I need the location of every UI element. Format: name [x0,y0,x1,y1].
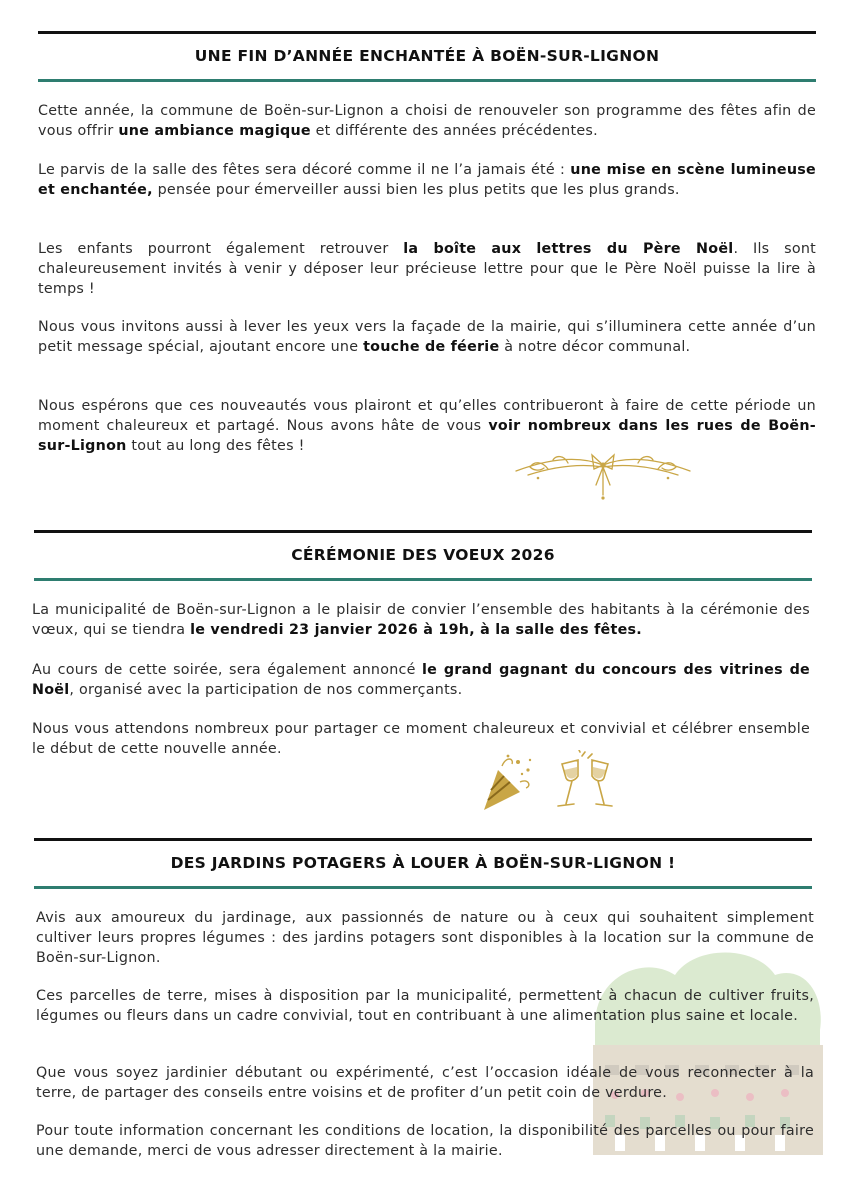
paragraph-text: pensée pour émerveiller aussi bien les plus petits que les plus grands. [152,182,680,198]
s3-paragraph [36,908,814,968]
s3-paragraph [36,1121,814,1161]
paragraph-text: Pour toute information concernant les conditions de location, la disponibilité des parcelles ou pour faire une demande, merci de vous adresser directement à la mairie. [36,1123,814,1159]
paragraph-text: Nous vous invitons aussi à lever les yeux vers la façade de la mairie, qui s’illuminera cette année d’un petit message spécial, ajoutant encore une [38,319,816,355]
section-1-title: UNE FIN D’ANNÉE ENCHANTÉE À BOËN-SUR-LIGNON [194,47,660,65]
champagne-glasses-icon [552,750,618,812]
paragraph-text: Les enfants pourront également retrouver [38,241,404,257]
s1-paragraph [38,317,816,357]
section-3-title: DES JARDINS POTAGERS À LOUER À BOËN-SUR-LIGNON ! [170,854,676,872]
paragraph-text: à notre décor communal. [499,339,691,355]
s1-paragraph [38,101,816,141]
s1-paragraph [38,396,816,456]
bold-text: le grand gagnant du concours des vitrines de Noël [32,662,810,698]
section-1-top-rule [38,31,816,34]
paragraph-text: , organisé avec la participation de nos commerçants. [69,682,463,698]
section-1-bottom-rule [38,79,816,82]
paragraph-text: Cette année, la commune de Boën-sur-Lignon a choisi de renouveler son programme des fêtes afin de vous offrir [38,103,816,139]
s1-paragraph [38,160,816,200]
paragraph-text: Nous vous attendons nombreux pour partager ce moment chaleureux et convivial et célébrer ensemble le début de cette nouvelle année. [32,721,810,757]
bold-text: une mise en scène lumineuse et enchantée, [38,162,816,198]
party-popper-icon [478,752,538,814]
s1-paragraph [38,239,816,299]
paragraph-text: La municipalité de Boën-sur-Lignon a le plaisir de convier l’ensemble des habitants à la cérémonie des vœux, qui se tiendra [32,602,810,638]
section-2-top-rule [34,530,812,533]
s2-paragraph [32,600,810,640]
section-3-top-rule [34,838,812,841]
bold-text: touche de féerie [363,339,500,355]
paragraph-text: Avis aux amoureux du jardinage, aux passionnés de nature ou à ceux qui souhaitent simplement cultiver leurs propres légumes : des jardins potagers sont disponibles à la location sur la commune de Boën-sur-Lignon. [36,910,814,966]
paragraph-text: Ces parcelles de terre, mises à disposition par la municipalité, permettent à chacun de cultiver fruits, légumes ou fleurs dans un cadre convivial, tout en contribuant à une alimentation plus saine et locale. [36,988,814,1024]
paragraph-text: Le parvis de la salle des fêtes sera décoré comme il ne l’a jamais été : [38,162,571,178]
section-3-bottom-rule [34,886,812,889]
s2-paragraph [32,719,810,759]
section-2-title: CÉRÉMONIE DES VOEUX 2026 [291,546,555,564]
paragraph-text: . Ils sont chaleureusement invités à venir y déposer leur précieuse lettre pour que le Père Noël puisse la lire à temps ! [38,241,816,297]
bold-text: voir nombreux dans les rues de Boën-sur-Lignon [38,418,816,454]
bow-ornament-icon [508,445,698,501]
bold-text: une ambiance magique [118,123,311,139]
s3-paragraph [36,1063,814,1103]
paragraph-text: et différente des années précédentes. [310,123,598,139]
paragraph-text: Que vous soyez jardinier débutant ou expérimenté, c’est l’occasion idéale de vous reconnecter à la terre, de partager des conseils entre voisins et de profiter d’un petit coin de verdure. [36,1065,814,1101]
paragraph-text: Nous espérons que ces nouveautés vous plairont et qu’elles contribueront à faire de cette période un moment chaleureux et partagé. Nous avons hâte de vous [38,398,816,434]
paragraph-text: Au cours de cette soirée, sera également annoncé [32,662,422,678]
section-2-bottom-rule [34,578,812,581]
s3-paragraph [36,986,814,1026]
paragraph-text: tout au long des fêtes ! [126,438,305,454]
bold-text: le vendredi 23 janvier 2026 à 19h, à la salle des fêtes. [190,622,642,638]
s2-paragraph [32,660,810,700]
bold-text: la boîte aux lettres du Père Noël [403,241,734,257]
